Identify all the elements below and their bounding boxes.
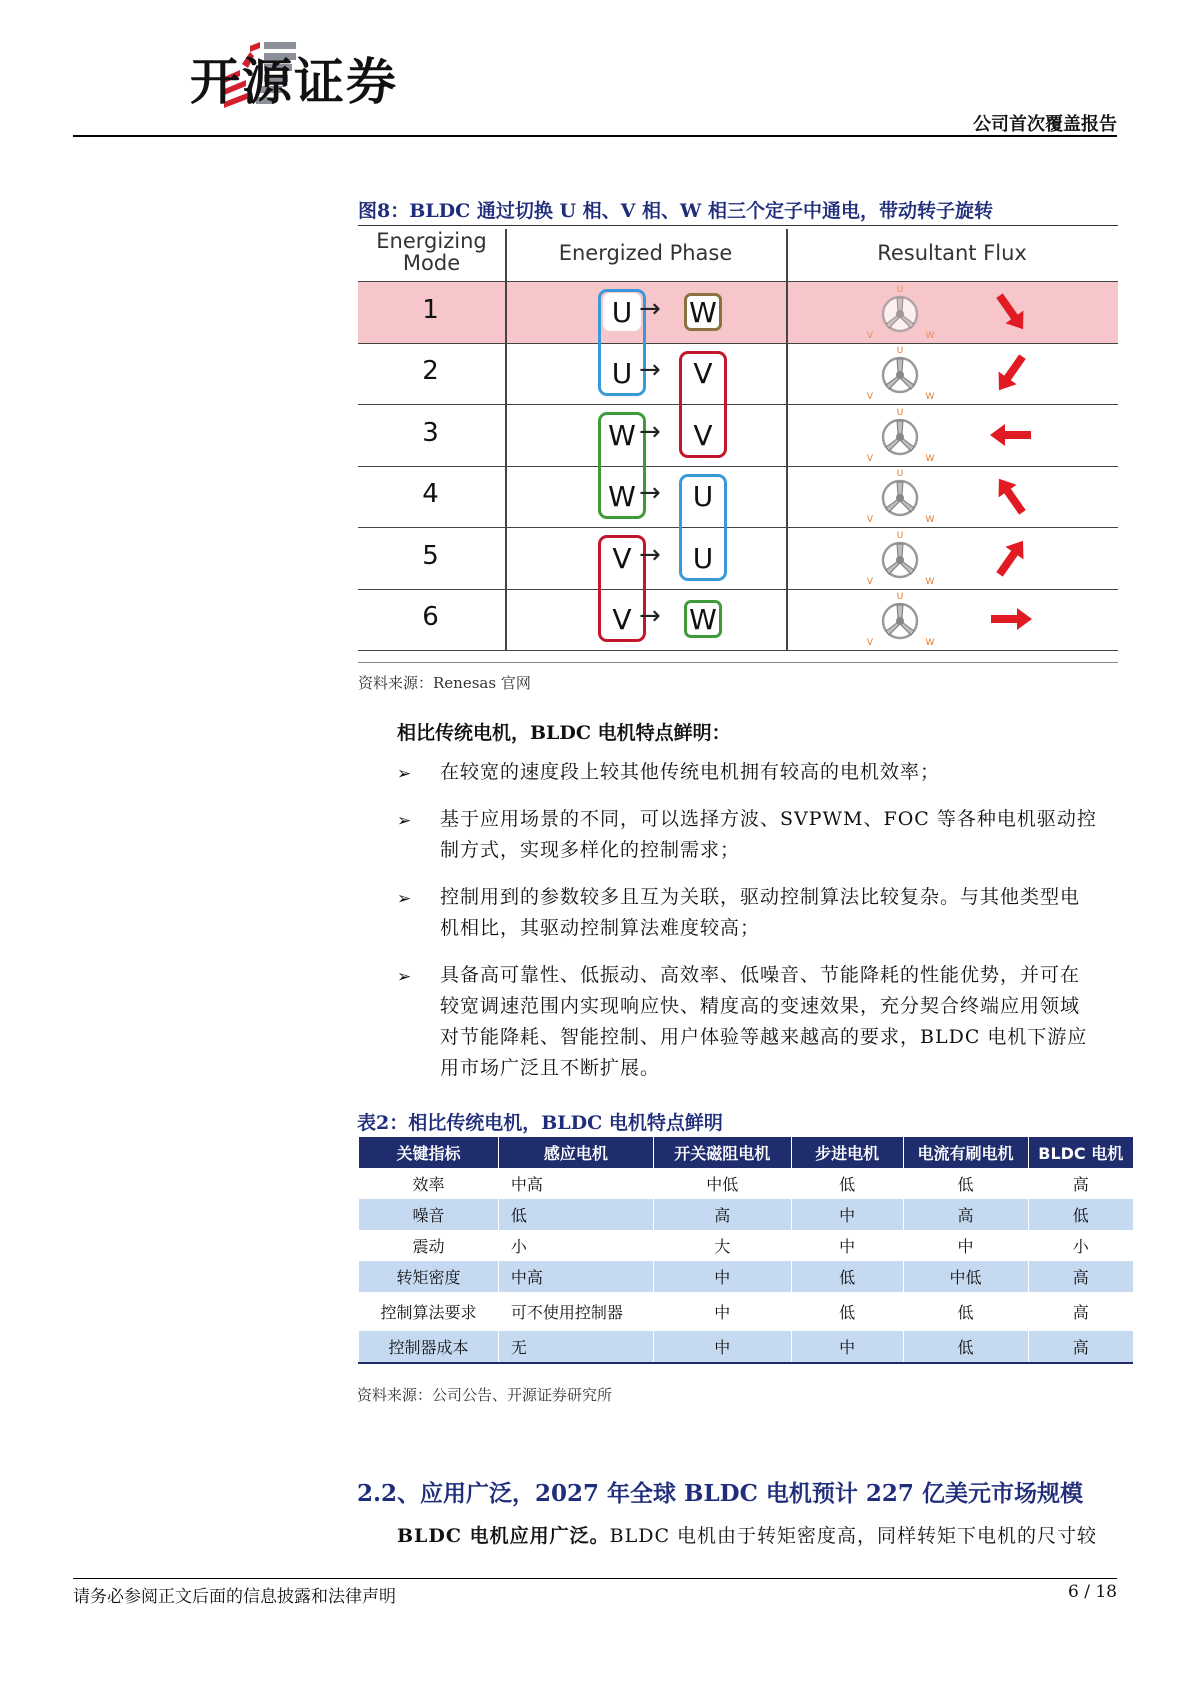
grid-line <box>358 343 1118 344</box>
flux-arrow-icon <box>986 348 1036 398</box>
grid-line <box>358 281 1118 282</box>
motor-label-u: U <box>896 530 904 541</box>
motor-label-v: V <box>866 576 874 586</box>
table-cell: 中 <box>791 1230 903 1261</box>
page-number: 6 / 18 <box>1068 1582 1117 1602</box>
mode-number: 3 <box>422 417 439 448</box>
phase-arrow: → <box>639 293 661 324</box>
motor-label-u: U <box>896 346 904 357</box>
table-cell: 中 <box>903 1230 1028 1261</box>
header-cell: BLDC 电机 <box>1028 1137 1133 1168</box>
bullet-line: 控制用到的参数较多且互为关联，驱动控制算法比较复杂。与其他类型电 <box>440 886 1081 908</box>
grid-divider <box>786 229 788 650</box>
phase-to: W <box>684 600 722 638</box>
header-cell: 感应电机 <box>498 1137 653 1168</box>
bullet-line: 用市场广泛且不断扩展。 <box>440 1057 661 1079</box>
grid-line <box>358 466 1118 467</box>
grid-line <box>358 527 1118 528</box>
motor-icon <box>858 284 942 340</box>
table-row <box>359 1331 1134 1363</box>
table-cell: 可不使用控制器 <box>498 1292 653 1331</box>
motor-label-v: V <box>866 453 874 463</box>
phase-arrow: → <box>639 539 661 570</box>
table-row <box>359 1168 1134 1199</box>
table-cell: 中低 <box>903 1261 1028 1292</box>
bullet-item <box>440 757 1120 788</box>
footer-divider <box>73 1578 1117 1579</box>
table-row <box>359 1292 1134 1331</box>
phase-from: V <box>603 539 641 577</box>
phase-header: Energized Phase <box>558 241 733 265</box>
bullet-item <box>440 804 1120 866</box>
header-cell: 步进电机 <box>791 1137 903 1168</box>
table-cell: 中高 <box>498 1261 653 1292</box>
paragraph-lead: BLDC 电机应用广泛。 <box>397 1525 610 1547</box>
phase-switching-figure <box>358 229 1118 651</box>
table-cell: 中 <box>653 1261 791 1292</box>
table-cell: 小 <box>1028 1230 1133 1261</box>
header-cell: 开关磁阻电机 <box>653 1137 791 1168</box>
motor-label-v: V <box>866 330 874 340</box>
figure-source: 资料来源：Renesas 官网 <box>358 674 531 692</box>
mode-number: 4 <box>422 479 439 510</box>
footer-disclaimer: 请务必参阅正文后面的信息披露和法律声明 <box>73 1587 396 1607</box>
table-cell: 转矩密度 <box>359 1261 499 1292</box>
table-cell: 中 <box>653 1331 791 1363</box>
flux-arrow-icon <box>986 287 1036 337</box>
grid-line <box>358 650 1118 651</box>
report-type: 公司首次覆盖报告 <box>973 114 1117 135</box>
phase-from: U <box>603 293 641 331</box>
motor-label-u: U <box>896 284 904 295</box>
bullet-line: 基于应用场景的不同，可以选择方波、SVPWM、FOC 等各种电机驱动控 <box>440 808 1097 830</box>
motor-label-u: U <box>896 592 904 603</box>
table-cell: 噪音 <box>359 1199 499 1230</box>
bullet-line: 在较宽的速度段上较其他传统电机拥有较高的电机效率； <box>440 761 941 783</box>
table-cell: 低 <box>498 1199 653 1230</box>
brand-name: 开源证券 <box>190 53 398 111</box>
phase-from: V <box>603 600 641 638</box>
header-divider <box>73 135 1117 137</box>
phase-from: W <box>603 477 641 515</box>
motor-label-u: U <box>896 407 904 418</box>
comparison-table <box>358 1137 1133 1364</box>
phase-to: V <box>684 354 722 392</box>
table-cell: 高 <box>1028 1168 1133 1199</box>
grid-line <box>358 404 1118 405</box>
flux-arrow-icon <box>986 533 1036 583</box>
phase-arrow: → <box>639 601 661 632</box>
grid-line <box>358 589 1118 590</box>
paragraph-text: BLDC 电机由于转矩密度高，同样转矩下电机的尺寸较 <box>609 1525 1098 1547</box>
grid-divider <box>505 229 507 650</box>
motor-label-v: V <box>866 392 874 402</box>
motor-icon <box>858 591 942 647</box>
phase-to: V <box>684 416 722 454</box>
table-row <box>359 1199 1134 1230</box>
table-cell: 低 <box>791 1292 903 1331</box>
phase-to: U <box>684 477 722 515</box>
table-cell: 效率 <box>359 1168 499 1199</box>
table-cell: 中低 <box>653 1168 791 1199</box>
table-row <box>359 1230 1134 1261</box>
bullet-item <box>440 882 1120 944</box>
table-cell: 中 <box>791 1199 903 1230</box>
motor-icon <box>858 345 942 401</box>
motor-label-w: W <box>925 515 935 525</box>
table-cell: 高 <box>903 1199 1028 1230</box>
table-cell: 高 <box>653 1199 791 1230</box>
table-cell: 低 <box>791 1261 903 1292</box>
table-cell: 低 <box>903 1292 1028 1331</box>
bullet-item <box>440 960 1120 1084</box>
mode-header-line1: Energizing <box>376 229 487 253</box>
figure-top-rule <box>358 225 1118 226</box>
table-cell: 低 <box>903 1168 1028 1199</box>
table-cell: 高 <box>1028 1292 1133 1331</box>
table-source: 资料来源：公司公告、开源证券研究所 <box>357 1386 613 1404</box>
table-cell: 控制器成本 <box>359 1331 499 1363</box>
table-cell: 大 <box>653 1230 791 1261</box>
table-cell: 小 <box>498 1230 653 1261</box>
bullet-line: 制方式，实现多样化的控制需求； <box>440 839 741 861</box>
bullet-marker: ➢ <box>397 764 412 784</box>
bullet-line: 较宽调速范围内实现响应快、精度高的变速效果，充分契合终端应用领域 <box>440 995 1081 1017</box>
flux-arrow-icon <box>986 471 1036 521</box>
table-cell: 低 <box>903 1331 1028 1363</box>
table-title: 表2：相比传统电机，BLDC 电机特点鲜明 <box>357 1112 723 1134</box>
section-heading: 2.2、应用广泛，2027 年全球 BLDC 电机预计 227 亿美元市场规模 <box>357 1480 1083 1507</box>
table-cell: 中高 <box>498 1168 653 1199</box>
mode-number: 5 <box>422 540 439 571</box>
table-cell: 控制算法要求 <box>359 1292 499 1331</box>
table-cell: 低 <box>791 1168 903 1199</box>
flux-arrow-icon <box>986 594 1036 644</box>
phase-from: W <box>603 416 641 454</box>
bullet-line: 对节能降耗、智能控制、用户体验等越来越高的要求，BLDC 电机下游应 <box>440 1026 1088 1048</box>
bullet-marker: ➢ <box>397 967 412 987</box>
flux-header: Resultant Flux <box>877 241 1027 265</box>
motor-label-w: W <box>925 638 935 648</box>
mode-number: 6 <box>422 602 439 633</box>
phase-arrow: → <box>639 416 661 447</box>
section-paragraph <box>397 1521 1097 1548</box>
bullet-line: 具备高可靠性、低振动、高效率、低噪音、节能降耗的性能优势，并可在 <box>440 964 1081 986</box>
table-cell: 无 <box>498 1331 653 1363</box>
phase-to: W <box>684 293 722 331</box>
mode-number: 2 <box>422 356 439 387</box>
table-cell: 震动 <box>359 1230 499 1261</box>
phase-arrow: → <box>639 355 661 386</box>
bullet-line: 机相比，其驱动控制算法难度较高； <box>440 917 761 939</box>
motor-label-v: V <box>866 515 874 525</box>
table-cell: 高 <box>1028 1261 1133 1292</box>
phase-from: U <box>603 354 641 392</box>
phase-arrow: → <box>639 478 661 509</box>
table-cell: 中 <box>791 1331 903 1363</box>
motor-icon <box>858 468 942 524</box>
motor-label-v: V <box>866 638 874 648</box>
motor-icon <box>858 530 942 586</box>
motor-label-w: W <box>925 392 935 402</box>
motor-label-w: W <box>925 330 935 340</box>
figure-bottom-rule <box>358 662 1118 663</box>
motor-label-w: W <box>925 576 935 586</box>
bullet-marker: ➢ <box>397 811 412 831</box>
table-cell: 中 <box>653 1292 791 1331</box>
mode-header-line2: Mode <box>402 251 461 275</box>
bullet-marker: ➢ <box>397 889 412 909</box>
header-cell: 关键指标 <box>359 1137 499 1168</box>
phase-to: U <box>684 539 722 577</box>
table-header-row <box>359 1137 1134 1168</box>
table-cell: 低 <box>1028 1199 1133 1230</box>
motor-label-u: U <box>896 469 904 480</box>
motor-icon <box>858 407 942 463</box>
mode-number: 1 <box>422 294 439 325</box>
motor-label-w: W <box>925 453 935 463</box>
table-cell: 高 <box>1028 1331 1133 1363</box>
figure-title: 图8：BLDC 通过切换 U 相、V 相、W 相三个定子中通电，带动转子旋转 <box>358 200 993 222</box>
flux-arrow-icon <box>986 410 1036 460</box>
header-cell: 电流有刷电机 <box>903 1137 1028 1168</box>
table-row <box>359 1261 1134 1292</box>
features-lead: 相比传统电机，BLDC 电机特点鲜明： <box>397 722 731 744</box>
